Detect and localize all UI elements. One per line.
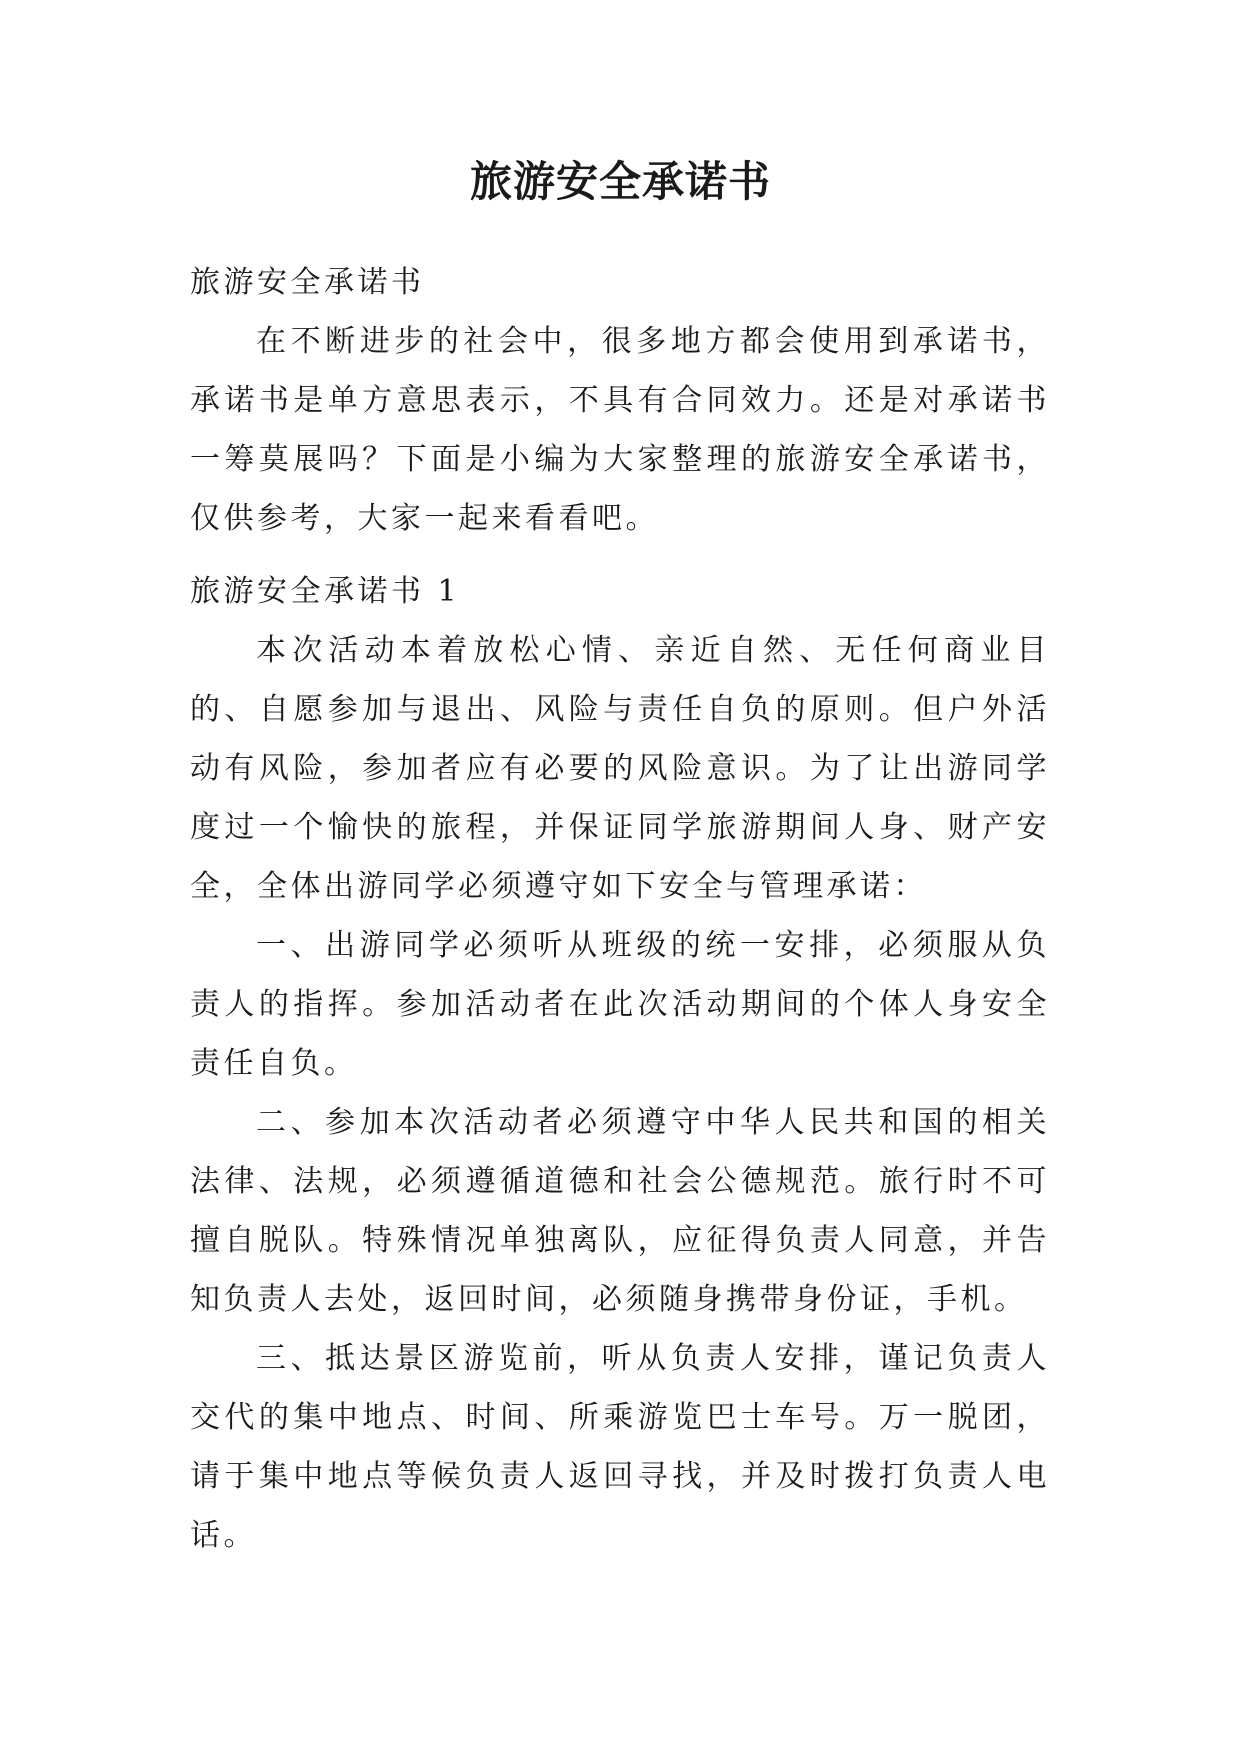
section-1-paragraph-1: 本次活动本着放松心情、亲近自然、无任何商业目的、自愿参加与退出、风险与责任自负的原则。但户外活动有风险，参加者应有必要的风险意识。为了让出游同学度过一个愉快的旅程，并保证同学旅游期间人身、财产安全，全体出游同学必须遵守如下安全与管理承诺： [190, 633, 1050, 904]
intro-section [190, 253, 1050, 548]
section-1-paragraph-2: 一、出游同学必须听从班级的统一安排，必须服从负责人的指挥。参加活动者在此次活动期间的个体人身安全责任自负。 [190, 928, 1050, 1081]
section-1-paragraph-3: 二、参加本次活动者必须遵守中华人民共和国的相关法律、法规，必须遵循道德和社会公德规范。旅行时不可擅自脱队。特殊情况单独离队，应征得负责人同意，并告知负责人去处，返回时间，必须随身携带身份证，手机。 [190, 1105, 1050, 1317]
intro-heading: 旅游安全承诺书 [190, 265, 425, 300]
section-1-heading: 旅游安全承诺书 1 [190, 574, 461, 609]
document-title: 旅游安全承诺书 [469, 157, 771, 206]
intro-paragraph: 在不断进步的社会中，很多地方都会使用到承诺书，承诺书是单方意思表示，不具有合同效力。还是对承诺书一筹莫展吗？下面是小编为大家整理的旅游安全承诺书，仅供参考，大家一起来看看吧。 [190, 324, 1050, 536]
section-1-paragraph-4: 三、抵达景区游览前，听从负责人安排，谨记负责人交代的集中地点、时间、所乘游览巴士车号。万一脱团，请于集中地点等候负责人返回寻找，并及时拨打负责人电话。 [190, 1341, 1050, 1553]
section-1 [190, 562, 1050, 1565]
